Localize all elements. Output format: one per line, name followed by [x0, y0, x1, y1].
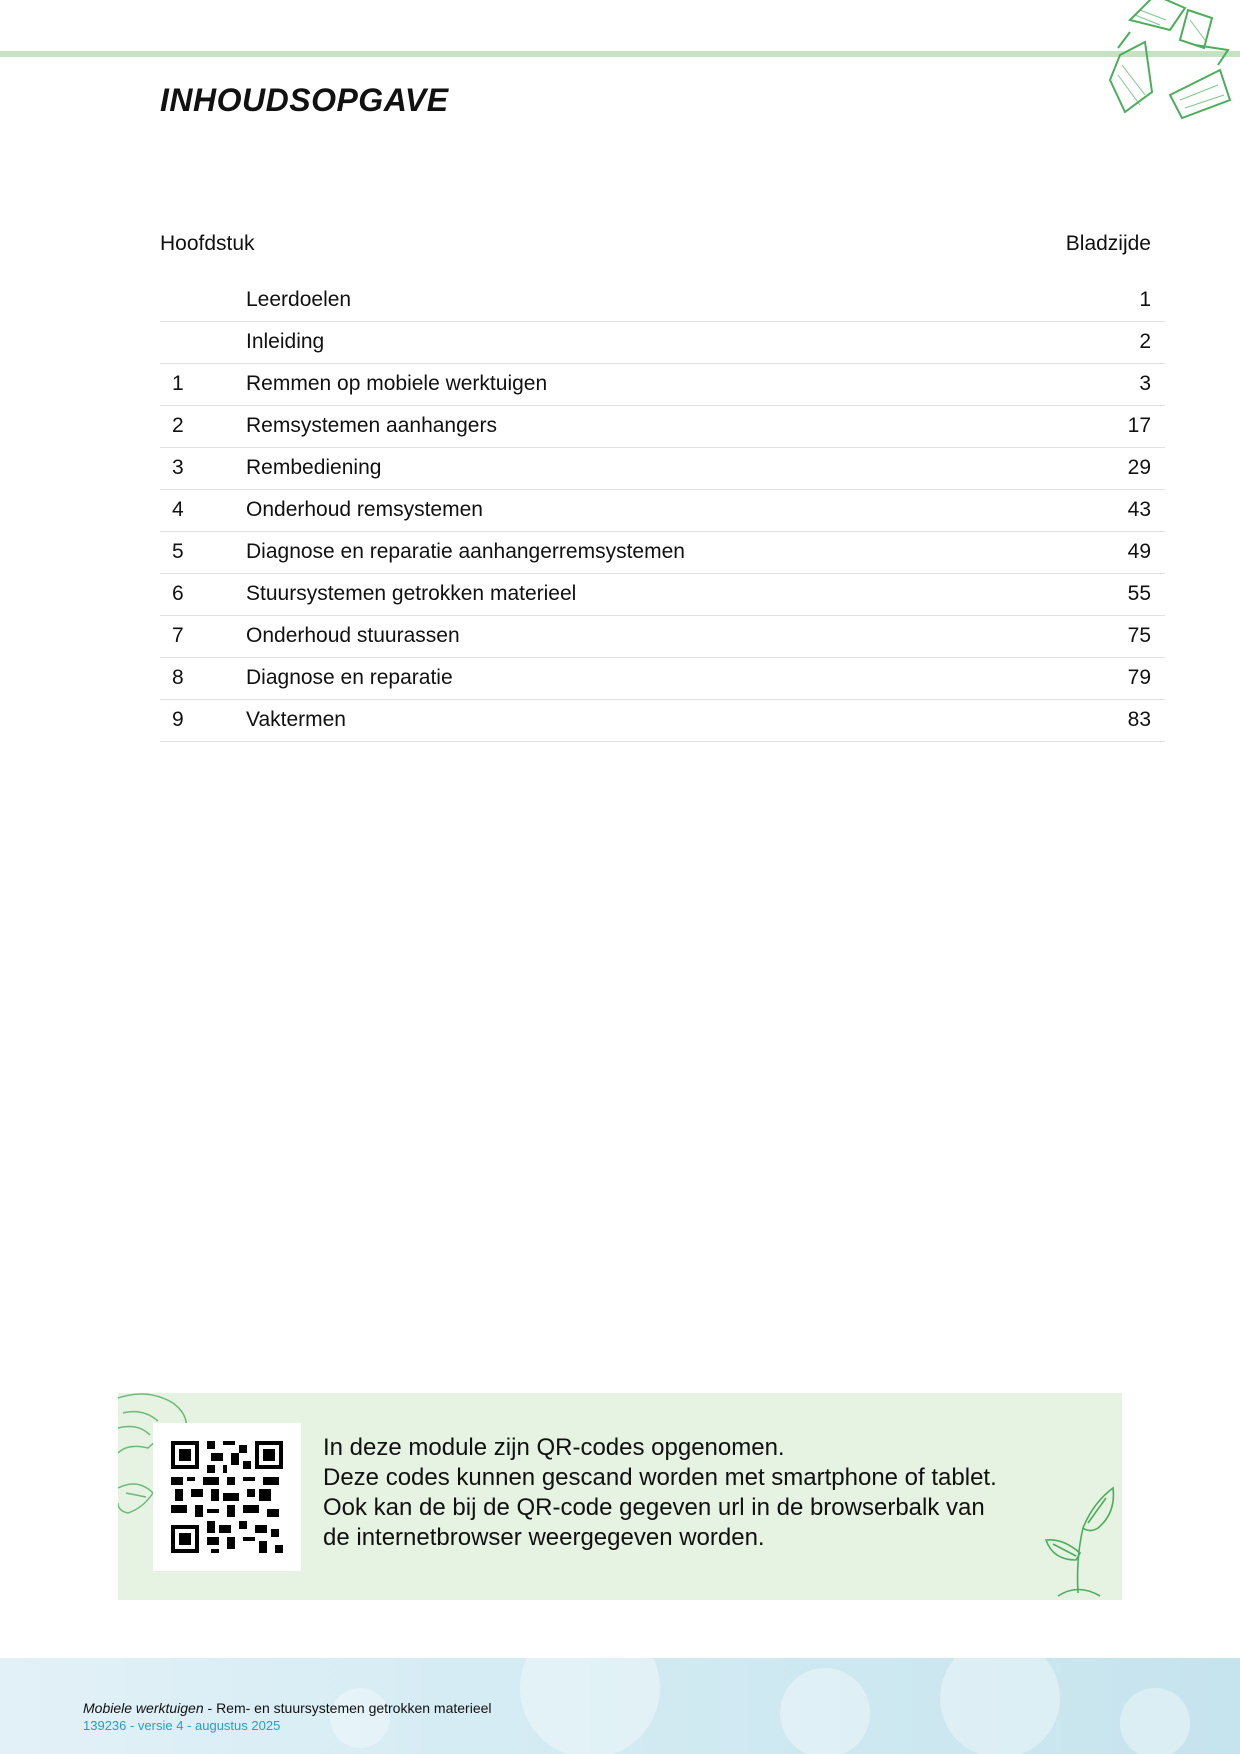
toc-row-number: 2: [172, 414, 184, 437]
qr-info-text: [323, 1433, 1063, 1553]
toc-row-page: 2: [1139, 330, 1151, 353]
footer-module-subtitle: - Rem- en stuursystemen getrokken materieel: [203, 1700, 492, 1716]
toc-row[interactable]: [160, 406, 1165, 448]
toc-row[interactable]: [160, 616, 1165, 658]
toc-row-title: Remmen op mobiele werktuigen: [246, 372, 548, 395]
header-rule: [0, 51, 1240, 57]
footer-module-name: Mobiele werktuigen: [83, 1700, 204, 1716]
toc-row[interactable]: [160, 700, 1165, 742]
toc-row-number: 9: [172, 708, 184, 731]
qr-info-line: de internetbrowser weergegeven worden.: [323, 1524, 765, 1551]
toc-row-page: 17: [1127, 414, 1151, 437]
toc-row-page: 49: [1127, 540, 1151, 563]
toc-row-title: Rembediening: [246, 456, 382, 479]
toc-row[interactable]: [160, 490, 1165, 532]
toc-row-title: Vaktermen: [246, 708, 346, 731]
toc-row-title: Stuursystemen getrokken materieel: [246, 582, 577, 605]
qr-code-icon: [171, 1441, 283, 1553]
toc-row-page: 29: [1127, 456, 1151, 479]
toc-row-page: 83: [1127, 708, 1151, 731]
toc-row-title: Onderhoud stuurassen: [246, 624, 460, 647]
qr-code[interactable]: [153, 1423, 301, 1571]
toc-row[interactable]: [160, 658, 1165, 700]
toc-row-page: 75: [1127, 624, 1151, 647]
recycle-icon: [1100, 0, 1240, 120]
toc-row[interactable]: [160, 574, 1165, 616]
toc-row-number: 3: [172, 456, 184, 479]
toc-header: [160, 232, 1151, 262]
toc-row[interactable]: [160, 322, 1165, 364]
qr-info-line: Ook kan de bij de QR-code gegeven url in de browserbalk van: [323, 1494, 985, 1521]
toc-header-page: Bladzijde: [1065, 232, 1151, 255]
toc-row-title: Leerdoelen: [246, 288, 352, 311]
toc-row-number: 8: [172, 666, 184, 689]
toc-row-title: Inleiding: [246, 330, 325, 353]
toc-row-title: Diagnose en reparatie aanhangerremsystemen: [246, 540, 685, 563]
footer-module-title: [83, 1700, 492, 1716]
toc-row[interactable]: [160, 364, 1165, 406]
plant-icon: [1038, 1478, 1118, 1598]
page-footer: [0, 1658, 1240, 1754]
page-title: INHOUDSOPGAVE: [160, 82, 449, 118]
toc-row-page: 3: [1139, 372, 1151, 395]
toc-row-title: Onderhoud remsystemen: [246, 498, 483, 521]
toc-row-page: 43: [1127, 498, 1151, 521]
toc-row[interactable]: [160, 280, 1165, 322]
table-of-contents: [160, 280, 1165, 742]
toc-row-page: 55: [1127, 582, 1151, 605]
toc-row-title: Diagnose en reparatie: [246, 666, 453, 689]
toc-row-page: 1: [1139, 288, 1151, 311]
toc-row-number: 6: [172, 582, 184, 605]
qr-info-box: [118, 1393, 1122, 1600]
footer-version: 139236 - versie 4 - augustus 2025: [83, 1718, 281, 1733]
toc-row-number: 1: [172, 372, 184, 395]
toc-row-number: 4: [172, 498, 184, 521]
toc-header-chapter: Hoofdstuk: [160, 232, 255, 255]
qr-info-line: Deze codes kunnen gescand worden met smartphone of tablet.: [323, 1464, 997, 1491]
toc-row-title: Remsystemen aanhangers: [246, 414, 497, 437]
qr-info-line: In deze module zijn QR-codes opgenomen.: [323, 1434, 785, 1461]
toc-row[interactable]: [160, 448, 1165, 490]
toc-row[interactable]: [160, 532, 1165, 574]
toc-row-page: 79: [1127, 666, 1151, 689]
toc-row-number: 5: [172, 540, 184, 563]
toc-row-number: 7: [172, 624, 184, 647]
